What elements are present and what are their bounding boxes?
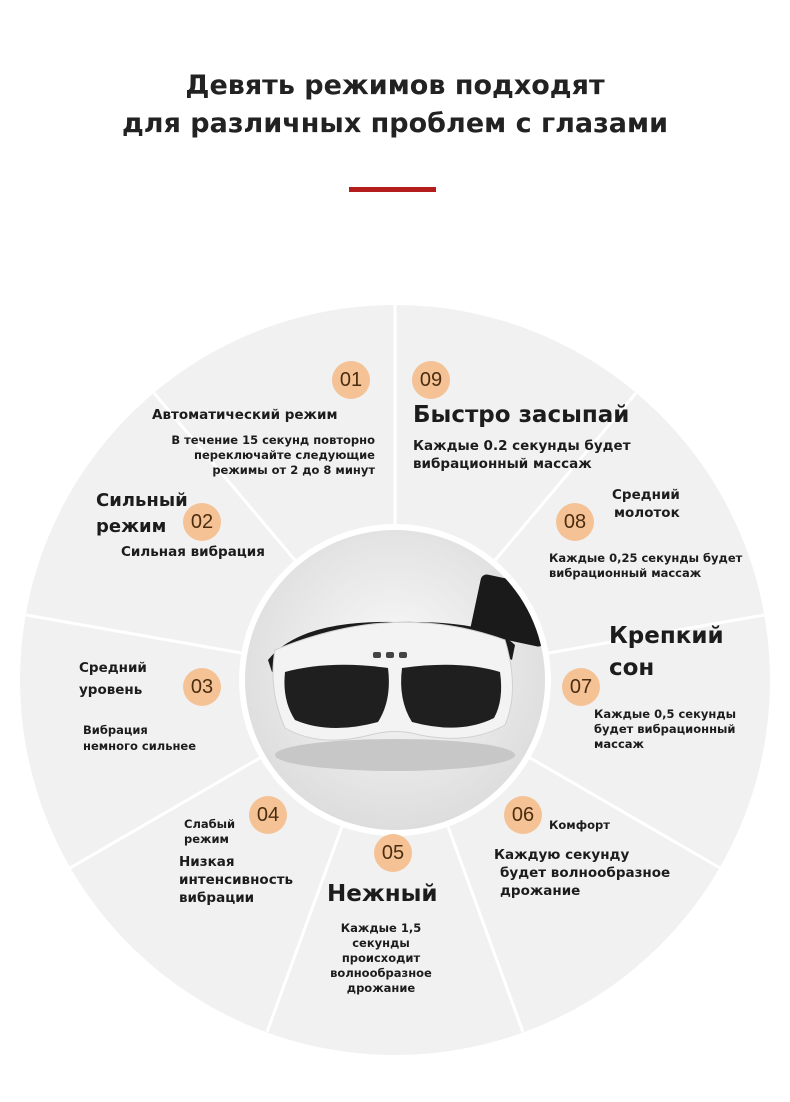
mode-08-desc: Каждые 0,25 секунды будет вибрационный массаж: [549, 551, 743, 580]
mode-07-number: 07: [562, 668, 600, 706]
mode-03-desc: Вибрация немного сильнее: [83, 723, 197, 753]
mode-01-desc: В течение 15 секунд повторно переключайте следующие режимы от 2 до 8 минут: [171, 433, 375, 477]
mode-04-desc: Низкая интенсивность вибрации: [179, 854, 294, 906]
mode-02-number: 02: [183, 503, 221, 541]
page-title-line2: для различных проблем с глазами: [121, 108, 668, 139]
mode-03-title: Средний уровень: [79, 660, 147, 698]
mode-03-number: 03: [183, 668, 221, 706]
mode-07-title: Крепкий сон: [609, 623, 724, 681]
mode-08-number: 08: [556, 503, 594, 541]
mode-08-title: Средний молоток: [612, 487, 680, 521]
mode-04-number: 04: [249, 796, 287, 834]
mode-05-desc: Каждые 1,5 секунды происходит волнообразное дрожание: [330, 921, 432, 995]
page-title-line1: Девять режимов подходят: [185, 70, 605, 101]
mode-06-title: Комфорт: [549, 818, 610, 832]
mode-04-title: Слабый режим: [184, 817, 236, 846]
mode-01-title: Автоматический режим: [152, 407, 338, 423]
mode-02-desc: Сильная вибрация: [121, 544, 265, 560]
mode-09-desc: Каждые 0.2 секунды будет вибрационный массаж: [413, 438, 631, 472]
mode-09-title: Быстро засыпай: [413, 402, 630, 428]
mode-05-title: Нежный: [327, 881, 438, 907]
mode-06-desc: Каждую секунду будет волнообразное дрожание: [494, 847, 671, 899]
mode-01-number: 01: [332, 361, 370, 399]
mode-02-title: Сильный режим: [96, 490, 188, 537]
mode-06-number: 06: [504, 796, 542, 834]
mode-09-number: 09: [412, 361, 450, 399]
mode-07-desc: Каждые 0,5 секунды будет вибрационный массаж: [594, 707, 737, 751]
mode-05-number: 05: [374, 834, 412, 872]
